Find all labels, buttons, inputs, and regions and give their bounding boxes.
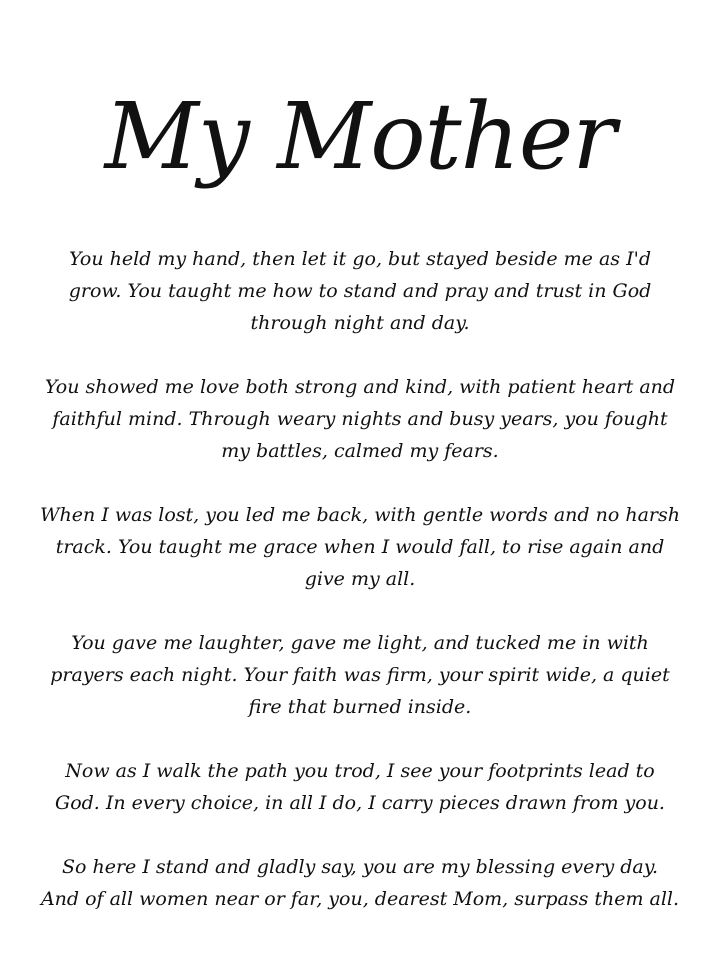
poem-body [40, 243, 680, 947]
poem-stanza: So here I stand and gladly say, you are my blessing every day. And of all women near or far, you, dearest Mom, surpass them all. [40, 856, 680, 910]
poem-title: My Mother [104, 83, 616, 190]
poem-stanza: You showed me love both strong and kind, with patient heart and faithful mind. Through weary nights and busy years, you fought my battles, calmed my fears. [44, 376, 676, 462]
poem-stanza: Now as I walk the path you trod, I see your footprints lead to God. In every choice, in all I do, I carry pieces drawn from you. [55, 760, 665, 814]
poem-stanza: You gave me laughter, gave me light, and tucked me in with prayers each night. Your faith was firm, your spirit wide, a quiet fire that burned inside. [50, 632, 670, 718]
poem-stanza: When I was lost, you led me back, with gentle words and no harsh track. You taught me grace when I would fall, to rise again and give my all. [40, 504, 680, 590]
poem-stanza: You held my hand, then let it go, but stayed beside me as I'd grow. You taught me how to stand and pray and trust in God through night and day. [68, 248, 652, 334]
